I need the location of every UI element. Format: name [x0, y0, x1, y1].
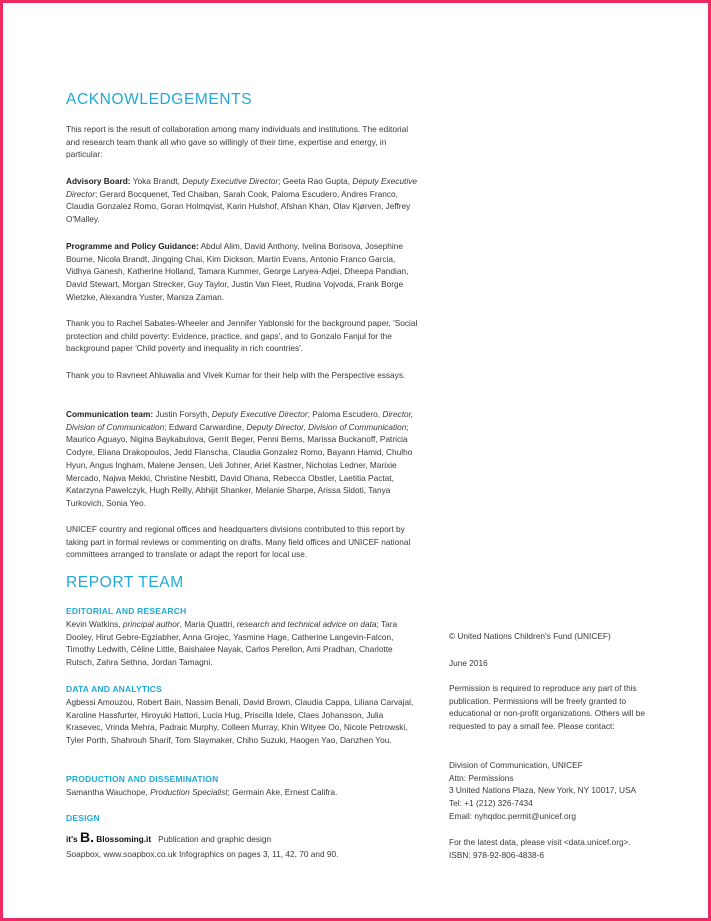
contact-address [449, 759, 654, 823]
editorial-names: ; Tara Dooley, Hirut Gebre-Egziabher, Anna Grojec, Yasmine Hage, Catherine Langevin-Falcon, Timothy Ledwith, Céline Little, Baishalee Nayak, Carlos Perellon, Ami Pradhan, Charlotte Rutsch, Zahra Sethna, Jordan Tamagni. [66, 619, 398, 668]
editorial-role: principal author [122, 619, 180, 629]
production-name: Samantha Wauchope, [66, 787, 151, 797]
isbn: ISBN: 978-92-806-4838-6 [449, 849, 545, 860]
comms-text: Justin Forsyth, [153, 409, 212, 419]
advisory-role: Deputy Executive Director [66, 176, 417, 199]
advisory-label: Advisory Board: [66, 176, 131, 186]
contact-line: Division of Communication, UNICEF [449, 760, 583, 770]
production-names: ; Germain Ake, Ernest Califra. [227, 787, 338, 797]
advisory-board [66, 175, 418, 226]
programme-text: Abdul Alim, David Anthony, Ivelina Borisova, Josephine Bourne, Nicola Brandt, Jingqing Chai, Kim Dickson, Martin Evans, Antonio Franco Garcia, Vidhya Ganesh, Katherine Holland, Tamara Kummer, George Laryea-Adjei, Dheepa Pandian, David Stewart, Morgan Strecker, Guy Taylor, Justin Van Fleet, Rudina Vojvoda, Frank Borge Wietzke, Alexandra Yuster, Maniza Zaman. [66, 241, 409, 302]
design-heading: DESIGN [66, 813, 100, 823]
contact-line: Tel: +1 (212) 326-7434 [449, 798, 533, 809]
logo-text: it's [66, 834, 80, 844]
advisory-text: ; Gerard Bocquenet, Ted Chaiban, Sarah Cook, Paloma Escudero, Andres Franco, Claudia Gonzalez Romo, Goran Holmqvist, Karin Hulshof, Afshan Khan, Olav Kjørven, Jeffrey O'Malley. [66, 188, 411, 225]
communication-team [66, 408, 418, 510]
ack-intro: This report is the result of collaboration among many individuals and institutions. The editorial and research team thank all who gave so willingly of their time, expertise and energy, in particular: [66, 124, 409, 160]
design-credit [66, 831, 418, 846]
contact-email[interactable]: Email: nyhqdoc.permit@unicef.org [449, 810, 576, 821]
editorial-text [66, 618, 418, 669]
advisory-text: ; Geeta Rao Gupta, [278, 176, 353, 186]
programme-label: Programme and Policy Guidance: [66, 241, 199, 251]
permission-notice: Permission is required to reproduce any part of this publication. Permissions will be freely granted to educational or non-profit organizations. Others will be requested to pay a small fee. Please contact: [449, 683, 646, 732]
soapbox-credit: Soapbox, www.soapbox.co.uk Infographics on pages 3, 11, 42, 70 and 90. [66, 849, 339, 859]
data-heading: DATA AND ANALYTICS [66, 684, 162, 694]
editorial-role: research and technical advice on data [236, 619, 377, 629]
comms-text: ; Edward Carwardine, [164, 421, 247, 432]
logo-text: Blossoming.it [93, 834, 152, 844]
advisory-role: Deputy Executive Director [182, 176, 279, 186]
production-text [66, 786, 418, 799]
comms-role: Director, Division of Communication [66, 409, 414, 432]
copyright: © United Nations Children's Fund (UNICEF) [449, 631, 611, 641]
production-role: Production Specialist [150, 787, 228, 797]
ack-closing: UNICEF country and regional offices and headquarters divisions contributed to this report by taking part in formal reviews or commenting on drafts. Many field offices and UNICEF national committees arranged to translate or adapt the report for local use. [66, 524, 411, 560]
production-heading: PRODUCTION AND DISSEMINATION [66, 774, 219, 784]
comms-text: ; Paloma Escudero, [307, 409, 383, 419]
contact-line: Attn: Permissions [449, 772, 514, 783]
latest-data [449, 836, 654, 861]
report-team-heading: REPORT TEAM [66, 574, 184, 591]
design-description: Publication and graphic design [158, 834, 272, 844]
data-link[interactable]: For the latest data, please visit <data.unicef.org>. [449, 837, 631, 847]
publication-date: June 2016 [449, 658, 488, 668]
editorial-name: Kevin Watkins, [66, 619, 123, 629]
comms-role: Deputy Director, Division of Communication [246, 421, 407, 432]
editorial-heading: EDITORIAL AND RESEARCH [66, 606, 187, 616]
advisory-text: Yoka Brandt, [130, 176, 183, 186]
editorial-name: , Maria Quattri, [179, 619, 237, 629]
contact-line: 3 United Nations Plaza, New York, NY 10017, USA [449, 785, 637, 796]
logo-b-mark: B. [79, 829, 94, 845]
acknowledgements-heading: ACKNOWLEDGEMENTS [66, 91, 253, 108]
programme-guidance [66, 240, 418, 304]
thanks-background-papers: Thank you to Rachel Sabates-Wheeler and Jennifer Yablonski for the background paper, 'Social protection and child poverty: Evidence, practice, and gaps', and to Gonzalo Fanjul for the background paper 'Child poverty and inequality in rich countries'. [66, 318, 418, 354]
comms-text: ; Maurico Aguayo, Nigina Baykabulova, Gerrit Beger, Penni Berns, Marissa Buckanoff, Patricia Codyre, Eliana Drakopoulos, Jedd Flanscha, Claudia Gonzalez Romo, Bayann Hamid, Chulho Hyun, Angus Ingham, Malene Jensen, Ueli Johner, Ariel Kastner, Nicholas Ledner, Marixie Mercado, Najwa Mekki, Christine Nesbitt, David Ohana, Rebecca Obstler, Laetitia Pactat, Katarzyna Pawelczyk, Hugh Reilly, Abhijit Shanker, Melanie Sharpe, Arissa Sidoti, Tanya Turkovich, Sonia Yeo. [66, 421, 413, 508]
comms-label: Communication team: [66, 409, 154, 419]
data-text: Agbessi Amouzou, Robert Bain, Nassim Benali, David Brown, Claudia Cappa, Liliana Carvajal, Karoline Hassfurter, Hiroyuki Hattori, Lucia Hug, Priscilla Idele, Claes Johansson, Julia Krasevec, Vrinda Mehra, Padraic Murphy, Colleen Murray, Khin Wityee Oo, Nicole Petrowski, Tyler Porth, Shahrouh Sharif, Tom Slaymaker, Chiho Suzuki, Haogen Yao, Danzhen You. [66, 697, 414, 746]
thanks-perspective: Thank you to Ravneet Ahluwalia and Vivek Kumar for their help with the Perspective essays. [66, 370, 406, 380]
comms-role: Deputy Executive Director [211, 409, 308, 419]
blossoming-logo [66, 829, 152, 845]
